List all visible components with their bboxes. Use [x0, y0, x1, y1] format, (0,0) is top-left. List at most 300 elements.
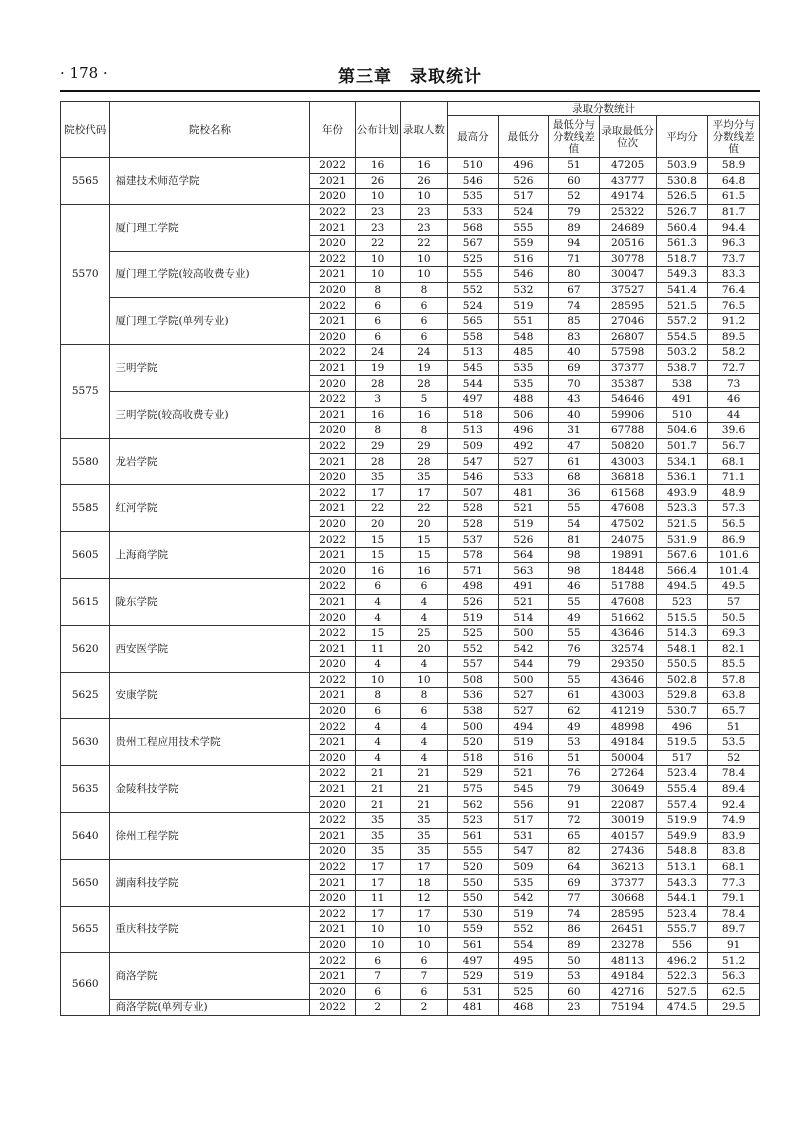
avg-diff-cell: 49.5 — [708, 579, 760, 595]
avg-score-cell: 534.1 — [656, 454, 708, 470]
min-score-cell: 542 — [498, 641, 549, 657]
plan-cell: 35 — [355, 828, 400, 844]
min-diff-cell: 76 — [549, 641, 600, 657]
program-name: 三明学院(较高收费专业) — [110, 391, 310, 438]
year-cell: 2022 — [310, 204, 355, 220]
min-diff-cell: 47 — [549, 438, 600, 454]
min-diff-cell: 69 — [549, 360, 600, 376]
col-rank: 录取最低分位次 — [599, 116, 656, 158]
min-rank-cell: 49184 — [599, 968, 656, 984]
avg-diff-cell: 58.9 — [708, 158, 760, 174]
avg-score-cell: 523.4 — [656, 766, 708, 782]
table-row — [61, 438, 760, 454]
avg-diff-cell: 51 — [708, 719, 760, 735]
min-score-cell: 552 — [498, 922, 549, 938]
max-score-cell: 523 — [448, 812, 499, 828]
min-diff-cell: 76 — [549, 766, 600, 782]
plan-cell: 29 — [355, 438, 400, 454]
school-code: 5570 — [61, 204, 110, 344]
school-code: 5605 — [61, 532, 110, 579]
year-cell: 2021 — [310, 547, 355, 563]
min-rank-cell: 18448 — [599, 563, 656, 579]
table-row — [61, 251, 760, 267]
admitted-cell: 5 — [400, 391, 447, 407]
plan-cell: 26 — [355, 173, 400, 189]
admitted-cell: 10 — [400, 937, 447, 953]
avg-diff-cell: 94.4 — [708, 220, 760, 236]
year-cell: 2020 — [310, 797, 355, 813]
plan-cell: 11 — [355, 641, 400, 657]
school-code: 5615 — [61, 579, 110, 626]
avg-score-cell: 521.5 — [656, 516, 708, 532]
avg-diff-cell: 50.5 — [708, 610, 760, 626]
max-score-cell: 526 — [448, 594, 499, 610]
min-rank-cell: 30668 — [599, 890, 656, 906]
plan-cell: 4 — [355, 657, 400, 673]
year-cell: 2022 — [310, 438, 355, 454]
max-score-cell: 513 — [448, 345, 499, 361]
admitted-cell: 10 — [400, 189, 447, 205]
admitted-cell: 16 — [400, 563, 447, 579]
avg-diff-cell: 78.4 — [708, 906, 760, 922]
admitted-cell: 6 — [400, 313, 447, 329]
max-score-cell: 575 — [448, 781, 499, 797]
admitted-cell: 17 — [400, 859, 447, 875]
min-score-cell: 521 — [498, 594, 549, 610]
min-diff-cell: 31 — [549, 423, 600, 439]
max-score-cell: 525 — [448, 625, 499, 641]
program-name: 厦门理工学院(较高收费专业) — [110, 251, 310, 298]
year-cell: 2022 — [310, 532, 355, 548]
min-rank-cell: 26807 — [599, 329, 656, 345]
school-code: 5620 — [61, 625, 110, 672]
avg-diff-cell: 73 — [708, 376, 760, 392]
min-rank-cell: 36213 — [599, 859, 656, 875]
min-rank-cell: 32574 — [599, 641, 656, 657]
school-code: 5630 — [61, 719, 110, 766]
min-score-cell: 468 — [498, 1000, 549, 1016]
year-cell: 2022 — [310, 579, 355, 595]
table-row — [61, 158, 760, 174]
min-score-cell: 488 — [498, 391, 549, 407]
plan-cell: 16 — [355, 563, 400, 579]
avg-diff-cell: 29.5 — [708, 1000, 760, 1016]
min-score-cell: 519 — [498, 516, 549, 532]
plan-cell: 17 — [355, 875, 400, 891]
year-cell: 2020 — [310, 235, 355, 251]
min-diff-cell: 46 — [549, 579, 600, 595]
plan-cell: 17 — [355, 906, 400, 922]
avg-diff-cell: 83.8 — [708, 844, 760, 860]
max-score-cell: 500 — [448, 719, 499, 735]
min-diff-cell: 98 — [549, 563, 600, 579]
min-score-cell: 525 — [498, 984, 549, 1000]
min-diff-cell: 55 — [549, 625, 600, 641]
min-diff-cell: 89 — [549, 220, 600, 236]
avg-diff-cell: 56.5 — [708, 516, 760, 532]
min-rank-cell: 30019 — [599, 812, 656, 828]
min-rank-cell: 75194 — [599, 1000, 656, 1016]
avg-diff-cell: 56.3 — [708, 968, 760, 984]
min-score-cell: 527 — [498, 703, 549, 719]
max-score-cell: 552 — [448, 282, 499, 298]
min-score-cell: 544 — [498, 657, 549, 673]
max-score-cell: 525 — [448, 251, 499, 267]
min-rank-cell: 61568 — [599, 485, 656, 501]
min-diff-cell: 49 — [549, 719, 600, 735]
avg-score-cell: 536.1 — [656, 469, 708, 485]
max-score-cell: 544 — [448, 376, 499, 392]
max-score-cell: 520 — [448, 859, 499, 875]
table-row — [61, 532, 760, 548]
min-score-cell: 546 — [498, 267, 549, 283]
max-score-cell: 498 — [448, 579, 499, 595]
max-score-cell: 513 — [448, 423, 499, 439]
program-name: 厦门理工学院(单列专业) — [110, 298, 310, 345]
avg-diff-cell: 89.7 — [708, 922, 760, 938]
avg-score-cell: 519.5 — [656, 734, 708, 750]
min-score-cell: 535 — [498, 875, 549, 891]
min-rank-cell: 24689 — [599, 220, 656, 236]
year-cell: 2021 — [310, 922, 355, 938]
plan-cell: 6 — [355, 298, 400, 314]
min-score-cell: 492 — [498, 438, 549, 454]
year-cell: 2022 — [310, 1000, 355, 1016]
year-cell: 2022 — [310, 719, 355, 735]
min-diff-cell: 79 — [549, 657, 600, 673]
col-avg: 平均分 — [656, 116, 708, 158]
avg-diff-cell: 69.3 — [708, 625, 760, 641]
max-score-cell: 555 — [448, 844, 499, 860]
admitted-cell: 4 — [400, 610, 447, 626]
program-name: 安康学院 — [110, 672, 310, 719]
admitted-cell: 2 — [400, 1000, 447, 1016]
admitted-cell: 19 — [400, 360, 447, 376]
avg-diff-cell: 44 — [708, 407, 760, 423]
max-score-cell: 520 — [448, 734, 499, 750]
avg-score-cell: 566.4 — [656, 563, 708, 579]
min-rank-cell: 48998 — [599, 719, 656, 735]
min-diff-cell: 23 — [549, 1000, 600, 1016]
avg-diff-cell: 83.3 — [708, 267, 760, 283]
table-row — [61, 859, 760, 875]
year-cell: 2021 — [310, 313, 355, 329]
min-diff-cell: 91 — [549, 797, 600, 813]
year-cell: 2021 — [310, 501, 355, 517]
avg-score-cell: 527.5 — [656, 984, 708, 1000]
avg-score-cell: 554.5 — [656, 329, 708, 345]
admitted-cell: 15 — [400, 547, 447, 563]
program-name: 西安医学院 — [110, 625, 310, 672]
plan-cell: 4 — [355, 750, 400, 766]
min-rank-cell: 37377 — [599, 360, 656, 376]
min-rank-cell: 37377 — [599, 875, 656, 891]
min-score-cell: 527 — [498, 454, 549, 470]
min-score-cell: 564 — [498, 547, 549, 563]
min-score-cell: 516 — [498, 750, 549, 766]
avg-score-cell: 514.3 — [656, 625, 708, 641]
max-score-cell: 536 — [448, 688, 499, 704]
min-diff-cell: 64 — [549, 859, 600, 875]
year-cell: 2020 — [310, 984, 355, 1000]
admitted-cell: 35 — [400, 469, 447, 485]
min-rank-cell: 43646 — [599, 672, 656, 688]
admitted-cell: 20 — [400, 516, 447, 532]
avg-score-cell: 543.3 — [656, 875, 708, 891]
max-score-cell: 481 — [448, 1000, 499, 1016]
min-rank-cell: 48113 — [599, 953, 656, 969]
avg-score-cell: 521.5 — [656, 298, 708, 314]
plan-cell: 21 — [355, 797, 400, 813]
school-code: 5585 — [61, 485, 110, 532]
min-score-cell: 521 — [498, 501, 549, 517]
max-score-cell: 518 — [448, 750, 499, 766]
admitted-cell: 26 — [400, 173, 447, 189]
admitted-cell: 12 — [400, 890, 447, 906]
table-row — [61, 766, 760, 782]
admitted-cell: 4 — [400, 657, 447, 673]
max-score-cell: 533 — [448, 204, 499, 220]
plan-cell: 28 — [355, 376, 400, 392]
admitted-cell: 8 — [400, 282, 447, 298]
avg-diff-cell: 72.7 — [708, 360, 760, 376]
avg-score-cell: 513.1 — [656, 859, 708, 875]
year-cell: 2022 — [310, 485, 355, 501]
table-row — [61, 625, 760, 641]
min-diff-cell: 53 — [549, 968, 600, 984]
program-name: 贵州工程应用技术学院 — [110, 719, 310, 766]
admitted-cell: 35 — [400, 844, 447, 860]
plan-cell: 16 — [355, 407, 400, 423]
avg-score-cell: 555.4 — [656, 781, 708, 797]
min-diff-cell: 74 — [549, 906, 600, 922]
min-score-cell: 514 — [498, 610, 549, 626]
max-score-cell: 497 — [448, 391, 499, 407]
min-score-cell: 519 — [498, 298, 549, 314]
year-cell: 2021 — [310, 360, 355, 376]
avg-diff-cell: 83.9 — [708, 828, 760, 844]
max-score-cell: 567 — [448, 235, 499, 251]
year-cell: 2021 — [310, 688, 355, 704]
year-cell: 2020 — [310, 610, 355, 626]
avg-diff-cell: 76.4 — [708, 282, 760, 298]
max-score-cell: 565 — [448, 313, 499, 329]
max-score-cell: 561 — [448, 828, 499, 844]
admitted-cell: 16 — [400, 158, 447, 174]
max-score-cell: 529 — [448, 766, 499, 782]
table-row — [61, 906, 760, 922]
admitted-cell: 16 — [400, 407, 447, 423]
avg-diff-cell: 52 — [708, 750, 760, 766]
program-name: 重庆科技学院 — [110, 906, 310, 953]
min-rank-cell: 22087 — [599, 797, 656, 813]
min-rank-cell: 50820 — [599, 438, 656, 454]
plan-cell: 8 — [355, 688, 400, 704]
col-name: 院校名称 — [110, 102, 310, 158]
avg-score-cell: 560.4 — [656, 220, 708, 236]
plan-cell: 28 — [355, 454, 400, 470]
plan-cell: 16 — [355, 158, 400, 174]
admitted-cell: 6 — [400, 298, 447, 314]
min-score-cell: 521 — [498, 766, 549, 782]
min-rank-cell: 27436 — [599, 844, 656, 860]
min-score-cell: 494 — [498, 719, 549, 735]
avg-diff-cell: 48.9 — [708, 485, 760, 501]
min-rank-cell: 59906 — [599, 407, 656, 423]
min-score-cell: 495 — [498, 953, 549, 969]
plan-cell: 10 — [355, 267, 400, 283]
table-row — [61, 345, 760, 361]
min-rank-cell: 43777 — [599, 173, 656, 189]
min-rank-cell: 20516 — [599, 235, 656, 251]
year-cell: 2022 — [310, 391, 355, 407]
avg-diff-cell: 61.5 — [708, 189, 760, 205]
admitted-cell: 29 — [400, 438, 447, 454]
max-score-cell: 559 — [448, 922, 499, 938]
admitted-cell: 22 — [400, 501, 447, 517]
plan-cell: 6 — [355, 953, 400, 969]
min-diff-cell: 52 — [549, 189, 600, 205]
min-score-cell: 563 — [498, 563, 549, 579]
max-score-cell: 578 — [448, 547, 499, 563]
col-year: 年份 — [310, 102, 355, 158]
avg-score-cell: 526.7 — [656, 204, 708, 220]
min-diff-cell: 81 — [549, 532, 600, 548]
avg-score-cell: 491 — [656, 391, 708, 407]
max-score-cell: 509 — [448, 438, 499, 454]
avg-diff-cell: 79.1 — [708, 890, 760, 906]
admitted-cell: 23 — [400, 204, 447, 220]
admitted-cell: 28 — [400, 454, 447, 470]
year-cell: 2020 — [310, 329, 355, 345]
min-rank-cell: 26451 — [599, 922, 656, 938]
avg-score-cell: 474.5 — [656, 1000, 708, 1016]
avg-score-cell: 567.6 — [656, 547, 708, 563]
min-rank-cell: 47205 — [599, 158, 656, 174]
avg-score-cell: 519.9 — [656, 812, 708, 828]
admitted-cell: 8 — [400, 688, 447, 704]
year-cell: 2020 — [310, 423, 355, 439]
min-rank-cell: 23278 — [599, 937, 656, 953]
year-cell: 2021 — [310, 407, 355, 423]
min-diff-cell: 51 — [549, 158, 600, 174]
max-score-cell: 537 — [448, 532, 499, 548]
table-row — [61, 953, 760, 969]
col-min: 最低分 — [498, 116, 549, 158]
year-cell: 2022 — [310, 953, 355, 969]
min-rank-cell: 67788 — [599, 423, 656, 439]
year-cell: 2022 — [310, 906, 355, 922]
admitted-cell: 10 — [400, 672, 447, 688]
admission-table — [60, 101, 760, 1016]
year-cell: 2021 — [310, 173, 355, 189]
admitted-cell: 35 — [400, 828, 447, 844]
plan-cell: 4 — [355, 734, 400, 750]
avg-diff-cell: 56.7 — [708, 438, 760, 454]
plan-cell: 8 — [355, 423, 400, 439]
min-score-cell: 548 — [498, 329, 549, 345]
max-score-cell: 557 — [448, 657, 499, 673]
avg-diff-cell: 76.5 — [708, 298, 760, 314]
min-diff-cell: 65 — [549, 828, 600, 844]
max-score-cell: 497 — [448, 953, 499, 969]
avg-score-cell: 517 — [656, 750, 708, 766]
max-score-cell: 519 — [448, 610, 499, 626]
year-cell: 2021 — [310, 734, 355, 750]
min-diff-cell: 77 — [549, 890, 600, 906]
min-rank-cell: 49174 — [599, 189, 656, 205]
avg-score-cell: 518.7 — [656, 251, 708, 267]
min-rank-cell: 43003 — [599, 688, 656, 704]
min-rank-cell: 24075 — [599, 532, 656, 548]
min-diff-cell: 53 — [549, 734, 600, 750]
min-score-cell: 519 — [498, 734, 549, 750]
admitted-cell: 8 — [400, 423, 447, 439]
plan-cell: 15 — [355, 532, 400, 548]
min-diff-cell: 83 — [549, 329, 600, 345]
year-cell: 2021 — [310, 594, 355, 610]
min-rank-cell: 27264 — [599, 766, 656, 782]
min-diff-cell: 61 — [549, 454, 600, 470]
avg-score-cell: 522.3 — [656, 968, 708, 984]
min-diff-cell: 67 — [549, 282, 600, 298]
min-score-cell: 517 — [498, 189, 549, 205]
max-score-cell: 529 — [448, 968, 499, 984]
year-cell: 2020 — [310, 890, 355, 906]
program-name: 陇东学院 — [110, 579, 310, 626]
avg-score-cell: 557.2 — [656, 313, 708, 329]
program-name: 商洛学院(单列专业) — [110, 1000, 310, 1016]
min-rank-cell: 35387 — [599, 376, 656, 392]
min-score-cell: 533 — [498, 469, 549, 485]
avg-score-cell: 504.6 — [656, 423, 708, 439]
min-diff-cell: 89 — [549, 937, 600, 953]
col-max: 最高分 — [448, 116, 499, 158]
min-diff-cell: 79 — [549, 781, 600, 797]
max-score-cell: 558 — [448, 329, 499, 345]
table-row — [61, 1000, 760, 1016]
avg-score-cell: 523.3 — [656, 501, 708, 517]
table-row — [61, 672, 760, 688]
min-score-cell: 559 — [498, 235, 549, 251]
admitted-cell: 10 — [400, 922, 447, 938]
max-score-cell: 562 — [448, 797, 499, 813]
max-score-cell: 561 — [448, 937, 499, 953]
min-rank-cell: 27046 — [599, 313, 656, 329]
min-diff-cell: 62 — [549, 703, 600, 719]
avg-score-cell: 496.2 — [656, 953, 708, 969]
max-score-cell: 546 — [448, 173, 499, 189]
min-diff-cell: 98 — [549, 547, 600, 563]
avg-score-cell: 541.4 — [656, 282, 708, 298]
min-score-cell: 535 — [498, 376, 549, 392]
min-diff-cell: 60 — [549, 173, 600, 189]
min-score-cell: 485 — [498, 345, 549, 361]
program-name: 湖南科技学院 — [110, 859, 310, 906]
plan-cell: 22 — [355, 501, 400, 517]
min-score-cell: 524 — [498, 204, 549, 220]
year-cell: 2020 — [310, 516, 355, 532]
avg-score-cell: 561.3 — [656, 235, 708, 251]
col-admitted: 录取人数 — [400, 102, 447, 158]
program-name: 商洛学院 — [110, 953, 310, 1000]
max-score-cell: 545 — [448, 360, 499, 376]
plan-cell: 6 — [355, 984, 400, 1000]
admitted-cell: 20 — [400, 641, 447, 657]
min-diff-cell: 80 — [549, 267, 600, 283]
max-score-cell: 547 — [448, 454, 499, 470]
avg-score-cell: 503.2 — [656, 345, 708, 361]
